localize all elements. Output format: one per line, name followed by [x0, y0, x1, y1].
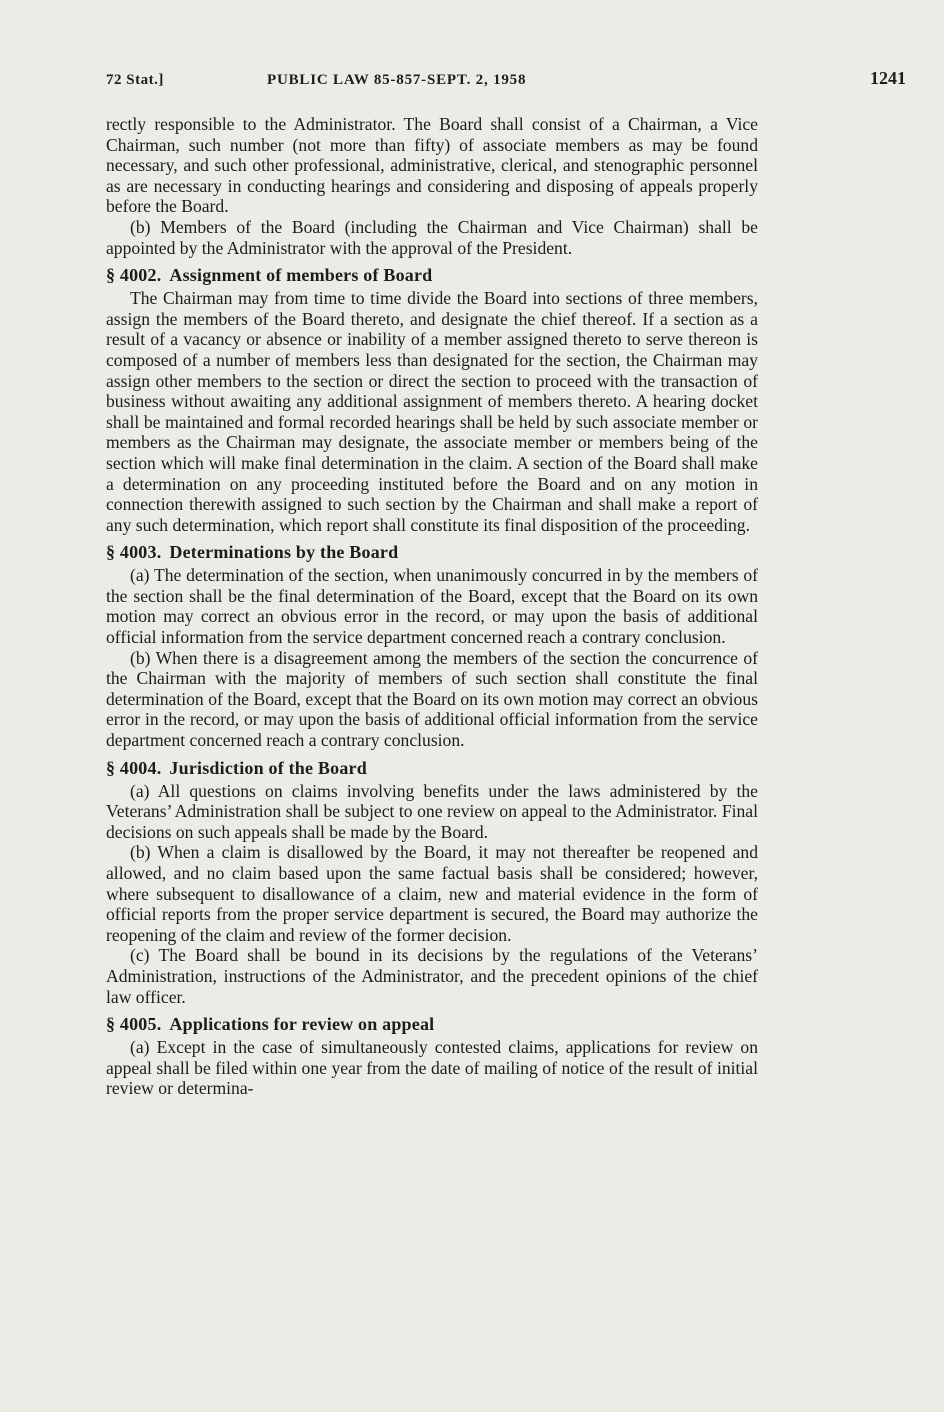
section-number: § 4003.: [106, 542, 162, 563]
section-title: Applications for review on appeal: [169, 1014, 435, 1035]
statute-reference: 72 Stat.]: [106, 72, 164, 88]
section-heading-4005: [106, 1013, 758, 1035]
paragraph: (a) The determination of the section, when unanimously concurred in by the members of the section shall be the final determination of the Board, except that the Board on its own motion may correct an obvious error in the record, or may upon the basis of additional official information from the service department concerned reach a contrary conclusion.: [106, 565, 758, 648]
section-number: § 4002.: [106, 265, 162, 286]
paragraph: (b) Members of the Board (including the Chairman and Vice Chairman) shall be appointed by the Administrator with the approval of the President.: [106, 216, 758, 258]
section-title: Determinations by the Board: [169, 542, 399, 563]
paragraph-continued: rectly responsible to the Administrator. The Board shall consist of a Chairman, a Vice Chairman, such number (not more than fifty) of associate members as may be found necessary, and such other professional, administrative, clerical, and stenographic personnel as are necessary in conducting hearings and considering and disposing of appeals properly before the Board.: [106, 114, 758, 217]
paragraph: (c) The Board shall be bound in its decisions by the regulations of the Veterans’ Administration, instructions of the Administrator, and the precedent opinions of the chief law officer.: [106, 945, 758, 1007]
section-heading-4003: [106, 541, 758, 563]
paragraph: (b) When there is a disagreement among the members of the section the concurrence of the Chairman with the majority of members of such section shall constitute the final determination of the Board, except that the Board on its own motion may correct an obvious error in the record, or may upon the basis of additional official information from the service department concerned reach a contrary conclusion.: [106, 647, 758, 751]
section-number: § 4005.: [106, 1014, 162, 1035]
section-heading-4002: [106, 264, 758, 286]
body-text: [106, 114, 758, 1099]
paragraph: (b) When a claim is disallowed by the Board, it may not thereafter be reopened and allowed, and no claim based upon the same factual basis shall be considered; however, where subsequent to disallowance of a claim, new and material evidence in the form of official reports from the proper service department is secured, the Board may authorize the reopening of the claim and review of the former decision.: [106, 842, 758, 945]
section-title: Assignment of members of Board: [169, 265, 433, 286]
running-title: PUBLIC LAW 85-857-SEPT. 2, 1958: [267, 72, 527, 88]
paragraph: (a) Except in the case of simultaneously contested claims, applications for review on appeal shall be filed within one year from the date of mailing of notice of the result of initial review or determina-: [106, 1037, 758, 1099]
page-header: [106, 68, 906, 98]
paragraph: (a) All questions on claims involving benefits under the laws administered by the Veterans’ Administration shall be subject to one review on appeal to the Administrator. Final decisions on such appeals shall be made by the Board.: [106, 780, 758, 842]
paragraph: The Chairman may from time to time divide the Board into sections of three members, assign the members of the Board thereto, and designate the chief thereof. If a section as a result of a vacancy or absence or inability of a member assigned thereto to serve thereon is composed of a number of members less than designated for the section, the Chairman may assign other members to the section or direct the section to proceed with the transaction of business without awaiting any additional assignment of members thereto. A hearing docket shall be maintained and formal recorded hearings shall be held by such associate member or members as the Chairman may designate, the associate member or members being of the section which will make final determination in the claim. A section of the Board shall make a determination on any proceeding instituted before the Board and on any motion in connection therewith assigned to such section by the Chairman and shall make a report of any such determination, which report shall constitute its final disposition of the proceeding.: [106, 288, 758, 535]
section-number: § 4004.: [106, 757, 162, 778]
page-number: 1241: [870, 68, 906, 88]
section-title: Jurisdiction of the Board: [169, 757, 367, 778]
section-heading-4004: [106, 757, 758, 779]
